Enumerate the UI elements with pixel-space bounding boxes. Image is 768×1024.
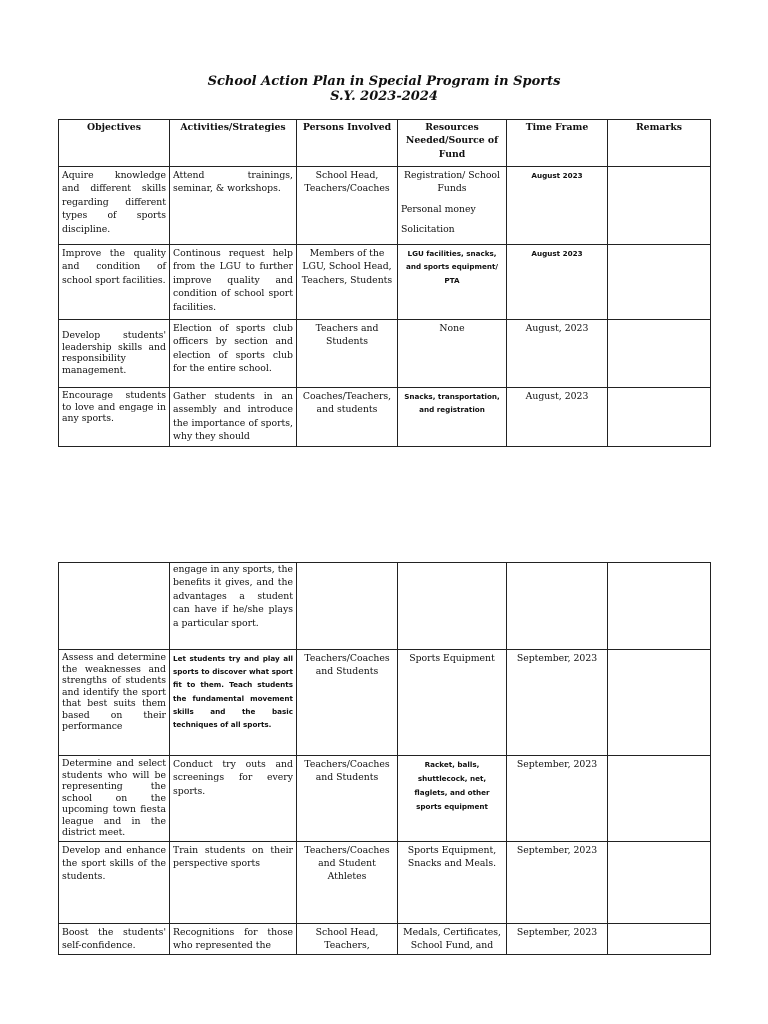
activity-cell: Let students try and play all sports to discover what sport fit to them. Teach students the fundamental movement skills and the basic techniques of all sports. [170, 650, 297, 756]
table-row [59, 650, 711, 756]
time-frame-cell: August 2023 [507, 167, 608, 245]
persons-cell: School Head, Teachers, [297, 923, 398, 955]
objective-cell: Develop and enhance the sport skills of the students. [59, 841, 170, 923]
action-plan-table-page-2 [58, 562, 711, 955]
objective-cell [59, 563, 170, 650]
resources-cell: Racket, balls, shuttlecock, net, flaglets, and other sports equipment [398, 756, 507, 842]
objective-cell: Aquire knowledge and different skills regarding different types of sports discipline. [59, 167, 170, 245]
resources-cell: Medals, Certificates, School Fund, and [398, 923, 507, 955]
activity-cell: Conduct try outs and screenings for every sports. [170, 756, 297, 842]
time-frame-cell: September, 2023 [507, 756, 608, 842]
time-frame-cell: August 2023 [507, 245, 608, 320]
remarks-cell [608, 245, 711, 320]
persons-cell: Members of the LGU, School Head, Teachers, Students [297, 245, 398, 320]
resources-cell: LGU facilities, snacks, and sports equipment/ PTA [398, 245, 507, 320]
table-row [59, 320, 711, 388]
table-row [59, 923, 711, 955]
resources-cell: Sports Equipment [398, 650, 507, 756]
persons-cell: School Head, Teachers/Coaches [297, 167, 398, 245]
resources-cell: None [398, 320, 507, 388]
header-objectives: Objectives [59, 120, 170, 167]
activity-cell: Recognitions for those who represented the [170, 923, 297, 955]
resources-cell: Sports Equipment, Snacks and Meals. [398, 841, 507, 923]
time-frame-cell: September, 2023 [507, 923, 608, 955]
table-row [59, 563, 711, 650]
table-row [59, 245, 711, 320]
objective-cell: Boost the students' self-confidence. [59, 923, 170, 955]
resources-cell [398, 167, 507, 245]
persons-cell [297, 563, 398, 650]
persons-cell: Coaches/Teachers, and students [297, 388, 398, 447]
persons-cell: Teachers/Coaches and Student Athletes [297, 841, 398, 923]
resource-item: Personal money [401, 203, 476, 215]
time-frame-cell [507, 563, 608, 650]
activity-cell: engage in any sports, the benefits it gives, and the advantages a student can have if he/she plays a particular sport. [170, 563, 297, 650]
remarks-cell [608, 756, 711, 842]
time-frame-cell: September, 2023 [507, 650, 608, 756]
persons-cell: Teachers/Coaches and Students [297, 650, 398, 756]
table-row [59, 841, 711, 923]
time-frame-cell: September, 2023 [507, 841, 608, 923]
activity-cell: Continous request help from the LGU to further improve quality and condition of school sport facilities. [170, 245, 297, 320]
document-subtitle: S.Y. 2023-2024 [330, 89, 438, 104]
objective-cell: Develop students' leadership skills and responsibility management. [59, 320, 170, 388]
header-remarks: Remarks [608, 120, 711, 167]
header-persons: Persons Involved [297, 120, 398, 167]
table-row [59, 756, 711, 842]
remarks-cell [608, 650, 711, 756]
persons-cell: Teachers/Coaches and Students [297, 756, 398, 842]
activity-cell: Train students on their perspective sports [170, 841, 297, 923]
persons-cell: Teachers and Students [297, 320, 398, 388]
objective-cell: Determine and select students who will be representing the school on the upcoming town fiesta league and in the district meet. [59, 756, 170, 842]
resources-cell: Snacks, transportation, and registration [398, 388, 507, 447]
resources-cell [398, 563, 507, 650]
time-frame-cell: August, 2023 [507, 388, 608, 447]
remarks-cell [608, 320, 711, 388]
activity-cell: Gather students in an assembly and introduce the importance of sports, why they should [170, 388, 297, 447]
remarks-cell [608, 923, 711, 955]
objective-cell: Assess and determine the weaknesses and strengths of students and identify the sport that best suits them based on their performance [59, 650, 170, 756]
time-frame-cell: August, 2023 [507, 320, 608, 388]
header-activities: Activities/Strategies [170, 120, 297, 167]
header-time-frame: Time Frame [507, 120, 608, 167]
action-plan-table-page-1 [58, 119, 711, 447]
remarks-cell [608, 167, 711, 245]
table-header-row [59, 120, 711, 167]
table-row [59, 388, 711, 447]
remarks-cell [608, 841, 711, 923]
table-row [59, 167, 711, 245]
remarks-cell [608, 563, 711, 650]
objective-cell: Encourage students to love and engage in any sports. [59, 388, 170, 447]
remarks-cell [608, 388, 711, 447]
activity-cell: Election of sports club officers by section and election of sports club for the entire school. [170, 320, 297, 388]
resource-item: Registration/ School Funds [403, 170, 501, 195]
document-title: School Action Plan in Special Program in Sports [207, 74, 561, 89]
resource-item: Solicitation [401, 224, 455, 236]
header-resources: Resources Needed/Source of Fund [398, 120, 507, 167]
activity-cell: Attend trainings, seminar, & workshops. [170, 167, 297, 245]
objective-cell: Improve the quality and condition of school sport facilities. [59, 245, 170, 320]
